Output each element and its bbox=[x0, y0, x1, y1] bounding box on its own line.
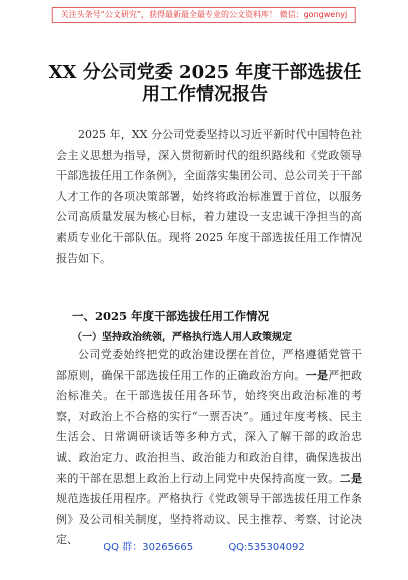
document-title: XX 分公司党委 2025 年度干部选拔任用工作情况报告 bbox=[48, 62, 362, 105]
qq-number: QQ:535304092 bbox=[228, 542, 305, 553]
intro-paragraph: 2025 年，XX 分公司党委坚持以习近平新时代中国特色社会主义思想为指导，深入贯彻新时代的组织路线和《党政领导干部选拔任用工作条例》，全面落实集团公司、总公司关于干部人才工作的各项决策部署，始终将政治标准置于首位，以服务公司高质量发展为核心目标，着力建设一支忠诚干净担当的高素质专业化干部队伍。现将 2025 年度干部选拔任用工作情况报告如下。 bbox=[56, 128, 362, 265]
body-text-start: 公司党委始终把党的政治建设摆在首位，严格遵循党管干部原则，确保干部选拔任用工作的正确政治方向。 bbox=[56, 348, 362, 382]
footer-contact bbox=[0, 538, 408, 553]
section-heading: 一、2025 年度干部选拔任用工作情况 bbox=[72, 309, 270, 323]
body-paragraph bbox=[56, 345, 362, 551]
body-text-mid: 严把政治标准关。在干部选拔任用各环节，始终突出政治标准的考察，对政治上不合格的实行“一票否决”。通过年度考核、民主生活会、日常调研谈话等多种方式，深入了解干部的政治忠诚、政治定力、政治担当、政治能力和政治自律，确保选拔出来的干部在思想上政治上行动上同党中央保持高度一致。 bbox=[56, 368, 363, 485]
point-marker-2: 二是 bbox=[339, 471, 363, 485]
promo-banner: 关注头条号“公文研究”，获得最新最全最专业的公文资料库！ 微信：gongwenyj bbox=[52, 7, 356, 23]
point-marker-1: 一是 bbox=[305, 368, 329, 382]
qq-group: QQ 群：30265665 bbox=[103, 542, 194, 553]
body-text-end: 规范选拔任用程序。严格执行《党政领导干部选拔任用工作条例》及公司相关制度，坚持将动议、民主推荐、考察、讨论决定、 bbox=[56, 492, 362, 547]
subsection-heading: （一）坚持政治统领，严格执行选人用人政策规定 bbox=[72, 332, 292, 343]
